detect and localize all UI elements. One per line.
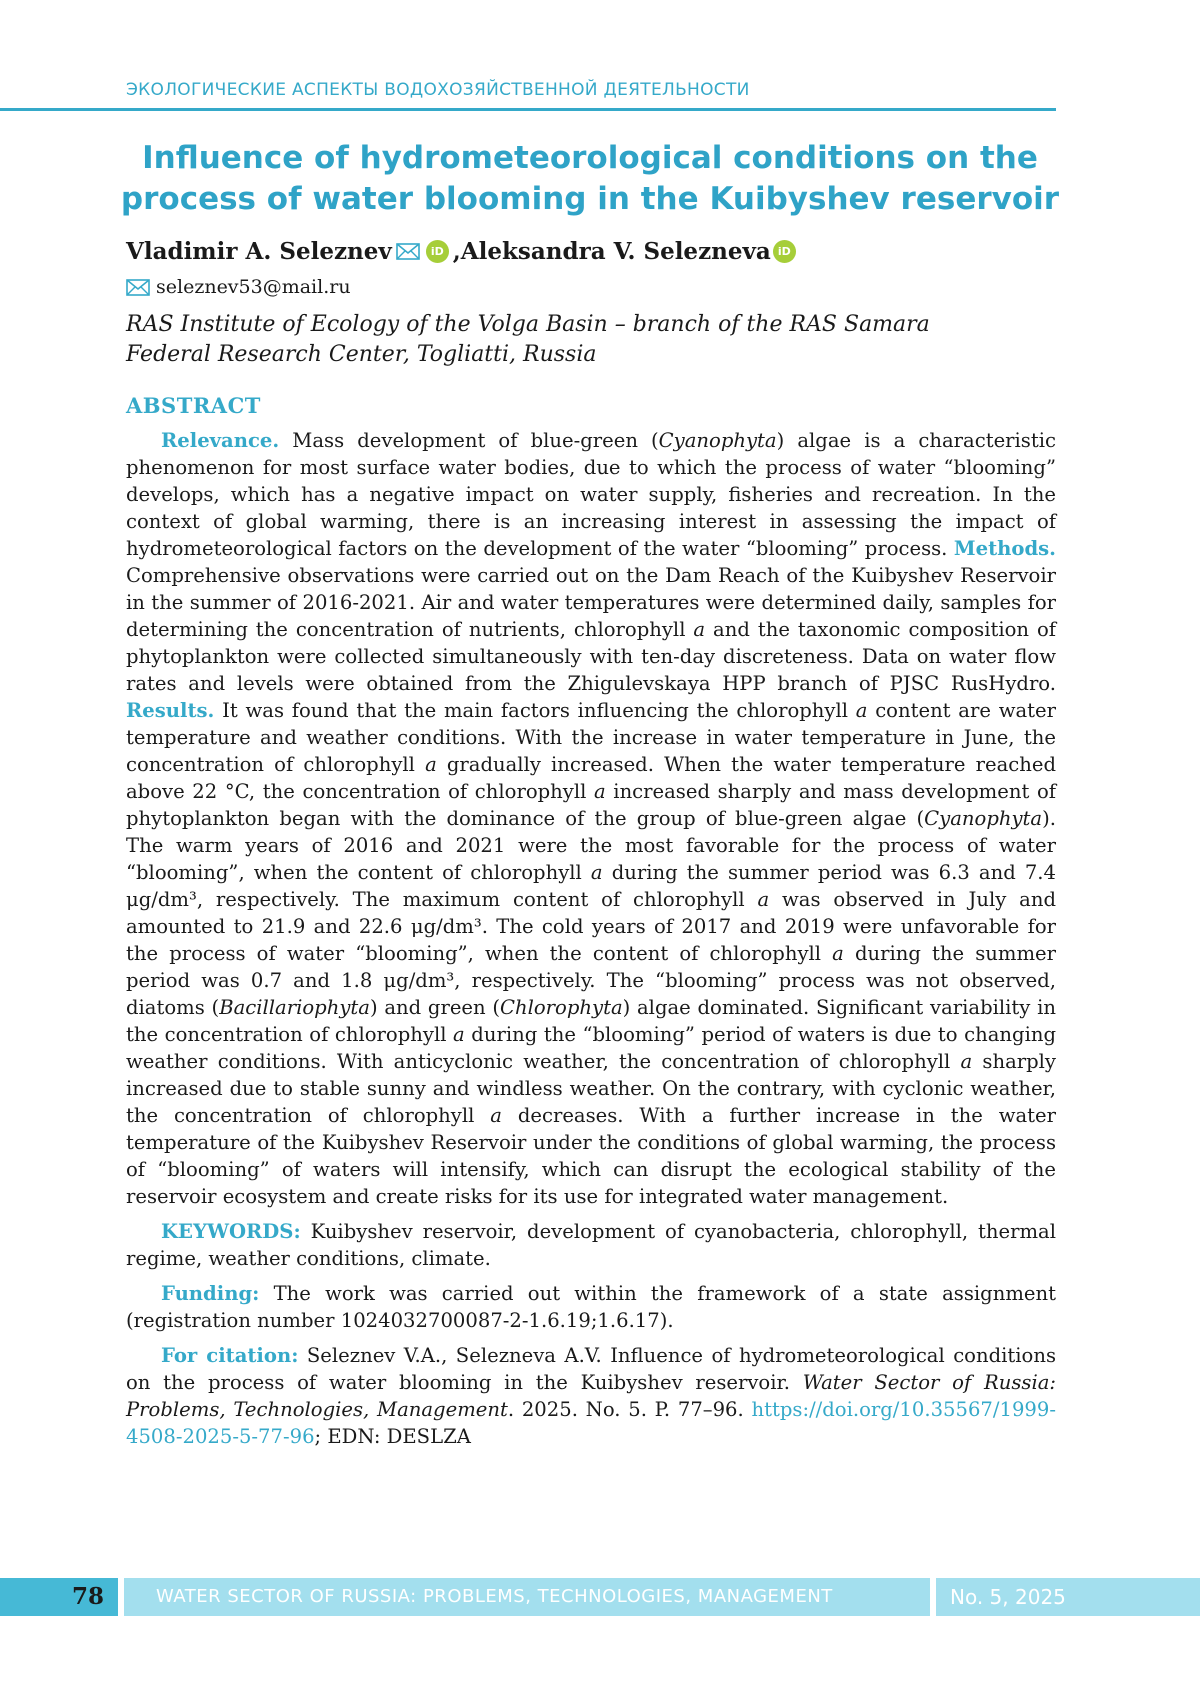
orcid-icon[interactable]: iD	[773, 240, 796, 263]
keywords-label: KEYWORDS:	[161, 1220, 301, 1243]
funding-label: Funding:	[161, 1282, 260, 1305]
article-title: Influence of hydrometeorological conditions on the process of water blooming in the Kuibyshev reservoir	[120, 140, 1060, 217]
methods-label: Methods.	[953, 537, 1056, 560]
orcid-icon[interactable]: iD	[426, 240, 449, 263]
contact-email[interactable]: seleznev53@mail.ru	[156, 276, 351, 298]
author-separator: ,	[452, 238, 461, 265]
citation-paragraph: For citation: Seleznev V.A., Selezneva A.V. Influence of hydrometeorological conditions on the process of water blooming in the Kuibyshev reservoir. Water Sector of Russia: Problems, Technologies, Management. 2025. No. 5. P. 77–96. https://doi.org/10.35567/1999-4508-2025-5-77-96; EDN: DESLZA	[126, 1344, 1056, 1448]
affiliation: RAS Institute of Ecology of the Volga Basin – branch of the RAS Samara Federal Research Center, Togliatti, Russia	[126, 312, 930, 367]
funding-paragraph: Funding: The work was carried out within the framework of a state assignment (registration number 1024032700087-2-1.6.19;1.6.17).	[126, 1282, 1056, 1332]
header-divider	[0, 108, 1056, 111]
results-label: Results.	[126, 699, 215, 722]
running-section-header: ЭКОЛОГИЧЕСКИЕ АСПЕКТЫ ВОДОХОЗЯЙСТВЕННОЙ ДЕЯТЕЛЬНОСТИ	[126, 80, 750, 100]
page-number: 78	[0, 1578, 118, 1616]
citation-label: For citation:	[161, 1344, 299, 1367]
footer-issue: No. 5, 2025	[936, 1578, 1200, 1616]
keywords-paragraph: KEYWORDS: Kuibyshev reservoir, development of cyanobacteria, chlorophyll, thermal regime, weather conditions, climate.	[126, 1220, 1056, 1270]
relevance-label: Relevance.	[161, 429, 280, 452]
author-line	[126, 238, 800, 265]
contact-email-line	[126, 276, 351, 298]
doi-link[interactable]: https://doi.org/10.35567/1999-4508-2025-5-77-96	[126, 1398, 1056, 1448]
author-name-2: Aleksandra V. Selezneva	[460, 238, 771, 265]
footer-journal-name: WATER SECTOR OF RUSSIA: PROBLEMS, TECHNOLOGIES, MANAGEMENT	[124, 1578, 930, 1616]
mail-icon	[126, 279, 150, 296]
abstract-paragraph: Relevance. Mass development of blue-green (Cyanophyta) algae is a characteristic phenomenon for most surface water bodies, due to which the process of water “blooming” develops, which has a negative impact on water supply, fisheries and recreation. In the context of global warming, there is an increasing interest in assessing the impact of hydrometeorological factors on the development of the water “blooming” process. Methods. Comprehensive observations were carried out on the Dam Reach of the Kuibyshev Reservoir in the summer of 2016-2021. Air and water temperatures were determined daily, samples for determining the concentration of nutrients, chlorophyll a and the taxonomic composition of phytoplankton were collected simultaneously with ten-day discreteness. Data on water flow rates and levels were obtained from the Zhigulevskaya HPP branch of PJSC RusHydro. Results. It was found that the main factors influencing the chlorophyll a content are water temperature and weather conditions. With the increase in water temperature in June, the concentration of chlorophyll a gradually increased. When the water temperature reached above 22 °C, the concentration of chlorophyll a increased sharply and mass development of phytoplankton began with the dominance of the group of blue-green algae (Cyanophyta). The warm years of 2016 and 2021 were the most favorable for the process of water “blooming”, when the content of chlorophyll a during the summer period was 6.3 and 7.4 μg/dm³, respectively. The maximum content of chlorophyll a was observed in July and amounted to 21.9 and 22.6 μg/dm³. The cold years of 2017 and 2019 were unfavorable for the process of water “blooming”, when the content of chlorophyll a during the summer period was 0.7 and 1.8 μg/dm³, respectively. The “blooming” process was not observed, diatoms (Bacillariophyta) and green (Chlorophyta) algae dominated. Significant variability in the concentration of chlorophyll a during the “blooming” period of waters is due to changing weather conditions. With anticyclonic weather, the concentration of chlorophyll a sharply increased due to stable sunny and windless weather. On the contrary, with cyclonic weather, the concentration of chlorophyll a decreases. With a further increase in the water temperature of the Kuibyshev Reservoir under the conditions of global warming, the process of “blooming” of waters will intensify, which can disrupt the ecological stability of the reservoir ecosystem and create risks for its use for integrated water management.	[126, 429, 1057, 1208]
author-name-1: Vladimir A. Seleznev	[126, 238, 392, 265]
mail-icon[interactable]	[396, 243, 420, 260]
abstract-heading: ABSTRACT	[126, 393, 261, 418]
abstract-body	[126, 427, 1056, 1458]
